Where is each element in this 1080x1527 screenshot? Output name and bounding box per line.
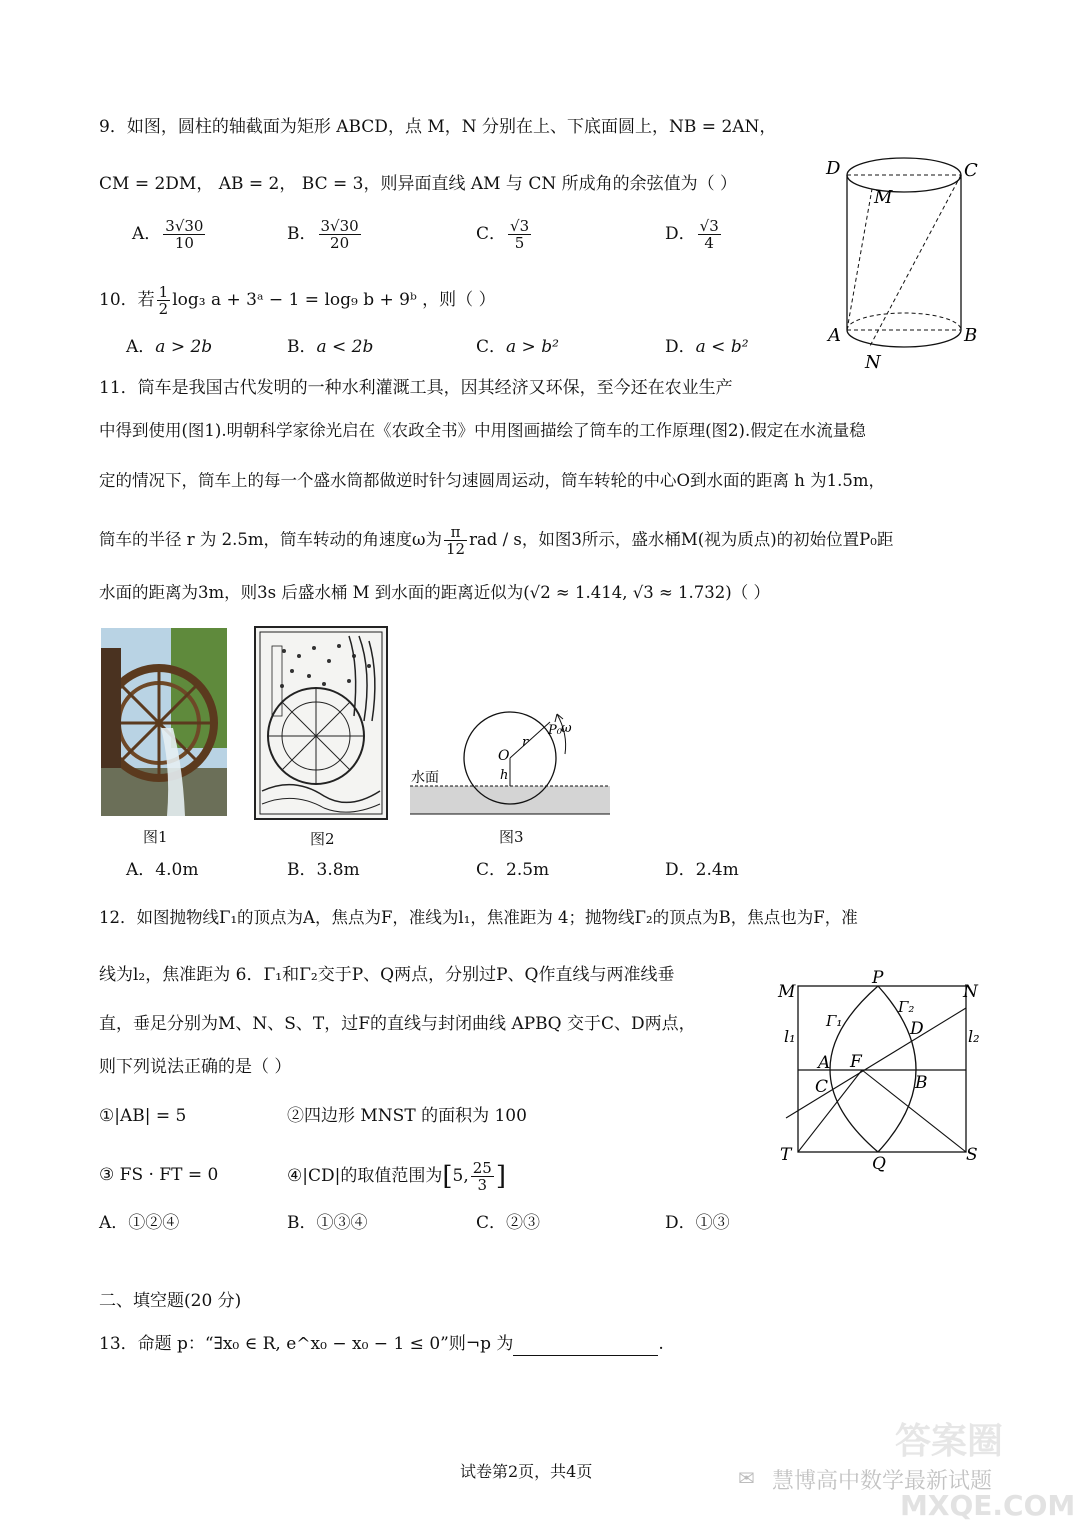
q11-option-d: D．2.4m bbox=[665, 860, 739, 880]
q9-line1: 9．如图，圆柱的轴截面为矩形 ABCD，点 M，N 分别在上、下底面圆上，NB = 2AN， bbox=[99, 117, 777, 137]
q12-line4: 则下列说法正确的是（ ） bbox=[99, 1057, 292, 1077]
label-o: O bbox=[498, 748, 510, 764]
q12-line1: 12．如图抛物线Γ₁的顶点为A，焦点为F，准线为l₁，焦准距为 4；抛物线Γ₂的顶点为B，焦点也为F，准 bbox=[99, 908, 858, 927]
caption-figure2: 图2 bbox=[310, 830, 335, 848]
q11-line1: 11．筒车是我国古代发明的一种水利灌溉工具，因其经济又环保，至今还在农业生产 bbox=[99, 378, 733, 398]
q12-option-c: C．②③ bbox=[476, 1213, 541, 1233]
watermark-logo-text: 答案圈 bbox=[895, 1421, 1004, 1462]
q10-stem: 10．若 $\frac{1}{2}$ log₃ a + 3ᵃ − 1 = log₉ b + 9ᵇ ，则（ ） bbox=[99, 283, 496, 318]
q9-option-b: B． $\frac{3√30}{20}$ bbox=[287, 217, 359, 252]
label-m: M bbox=[874, 187, 893, 208]
segment-fs bbox=[862, 1070, 966, 1152]
chord-line-cd bbox=[786, 1008, 966, 1118]
page-footer: 试卷第2页，共4页 bbox=[460, 1462, 593, 1481]
label-c: C bbox=[815, 1077, 829, 1097]
section2-title: 二、填空题(20 分) bbox=[99, 1291, 242, 1311]
label-c: C bbox=[964, 160, 978, 181]
q12-option-b: B．①③④ bbox=[287, 1213, 368, 1233]
figure2-woodcut-drawing bbox=[254, 626, 388, 820]
q9-option-d: D． $\frac{√3}{4}$ bbox=[665, 217, 719, 252]
watermark-account: 慧博高中数学最新试题 bbox=[772, 1469, 993, 1494]
figure3-schematic bbox=[405, 692, 615, 820]
radius-op0 bbox=[510, 722, 550, 758]
label-b: B bbox=[915, 1073, 928, 1093]
label-d: D bbox=[910, 1019, 924, 1039]
parabola-figure bbox=[770, 966, 985, 1178]
label-r: r bbox=[522, 735, 529, 750]
label-p: P bbox=[872, 968, 884, 988]
q10-option-a: A．a > 2b bbox=[126, 337, 213, 357]
label-s: S bbox=[966, 1145, 978, 1165]
label-f: F bbox=[850, 1052, 862, 1072]
label-gamma2: Γ₂ bbox=[898, 998, 915, 1016]
q11-line5: 水面的距离为3m，则3s 后盛水桶 M 到水面的距离近似为(√2 ≈ 1.414, √3 ≈ 1.732)（ ） bbox=[99, 583, 770, 602]
q12-option-a: A．①②④ bbox=[99, 1213, 180, 1233]
caption-figure1: 图1 bbox=[143, 828, 168, 846]
cylinder-bottom-back-arc bbox=[847, 313, 961, 330]
label-a: A bbox=[818, 1053, 831, 1073]
water-region bbox=[410, 786, 610, 814]
label-gamma1: Γ₁ bbox=[826, 1012, 843, 1030]
q12-line2: 线为l₂，焦准距为 6．Γ₁和Γ₂交于P、Q两点，分别过P、Q作直线与两准线垂 bbox=[99, 965, 675, 985]
label-m: M bbox=[778, 982, 796, 1002]
q13-stem: 13．命题 p：“∃x₀ ∈ R, e^x₀ − x₀ − 1 ≤ 0”则¬p 为 . bbox=[99, 1334, 664, 1354]
q9-option-c: C． $\frac{√3}{5}$ bbox=[476, 217, 530, 252]
q11-line4: 筒车的半径 r 为 2.5m，筒车转动的角速度ω为 $\frac{\pi}{12}$ rad / s，如图3所示，盛水桶M(视为质点)的初始位置P₀距 bbox=[99, 523, 894, 558]
q9-line2: CM = 2DM， AB = 2， BC = 3，则异面直线 AM 与 CN 所成角的余弦值为（ ） bbox=[99, 174, 738, 194]
segment-ft bbox=[798, 1070, 862, 1152]
q11-line2: 中得到使用(图1).明朝科学家徐光启在《农政全书》中用图画描绘了筒车的工作原理(图2).假定在水流量稳 bbox=[99, 421, 866, 440]
q13-answer-blank bbox=[513, 1337, 658, 1356]
label-h: h bbox=[500, 768, 509, 783]
label-t: T bbox=[780, 1145, 792, 1165]
q10-option-d: D．a < b² bbox=[665, 337, 749, 357]
q12-statement-1: ①|AB| = 5 bbox=[99, 1106, 187, 1126]
label-b: B bbox=[964, 325, 978, 346]
caption-figure3: 图3 bbox=[499, 828, 524, 846]
watermark-site: MXQE.COM bbox=[900, 1489, 1076, 1522]
segment-am bbox=[847, 189, 872, 330]
q12-statement-3: ③ FS · FT = 0 bbox=[99, 1165, 219, 1185]
label-a: A bbox=[828, 325, 841, 346]
q12-option-d: D．①③ bbox=[665, 1213, 730, 1233]
wechat-icon: ✉ bbox=[738, 1466, 755, 1490]
q11-line3: 定的情况下，筒车上的每一个盛水筒都做逆时针匀速圆周运动，筒车转轮的中心O到水面的距离 h 为1.5m， bbox=[99, 471, 886, 490]
label-l1: l₁ bbox=[784, 1027, 796, 1046]
q12-line3: 直，垂足分别为M、N、S、T，过F的直线与封闭曲线 APBQ 交于C、D两点， bbox=[99, 1014, 696, 1034]
label-water-surface: 水面 bbox=[411, 770, 439, 786]
q11-option-b: B．3.8m bbox=[287, 860, 360, 880]
q9-option-a: A． $\frac{3√30}{10}$ bbox=[132, 217, 204, 252]
label-d: D bbox=[826, 158, 841, 179]
label-l2: l₂ bbox=[968, 1027, 980, 1046]
q11-option-a: A．4.0m bbox=[126, 860, 199, 880]
q12-statement-4: ④|CD|的取值范围为[5, $\frac{25}{3}$ ] bbox=[287, 1159, 506, 1194]
label-n: N bbox=[963, 982, 978, 1002]
label-n: N bbox=[865, 352, 881, 373]
q11-option-c: C．2.5m bbox=[476, 860, 550, 880]
label-omega: ω bbox=[561, 721, 572, 736]
label-p0: P₀ bbox=[548, 723, 562, 738]
figure1-waterwheel-photo bbox=[101, 628, 227, 816]
cylinder-bottom-front-arc bbox=[847, 330, 961, 347]
q10-option-b: B．a < 2b bbox=[287, 337, 374, 357]
q12-statement-2: ②四边形 MNST 的面积为 100 bbox=[287, 1106, 527, 1126]
label-q: Q bbox=[872, 1154, 886, 1174]
cylinder-figure bbox=[820, 150, 990, 375]
q10-option-c: C．a > b² bbox=[476, 337, 559, 357]
